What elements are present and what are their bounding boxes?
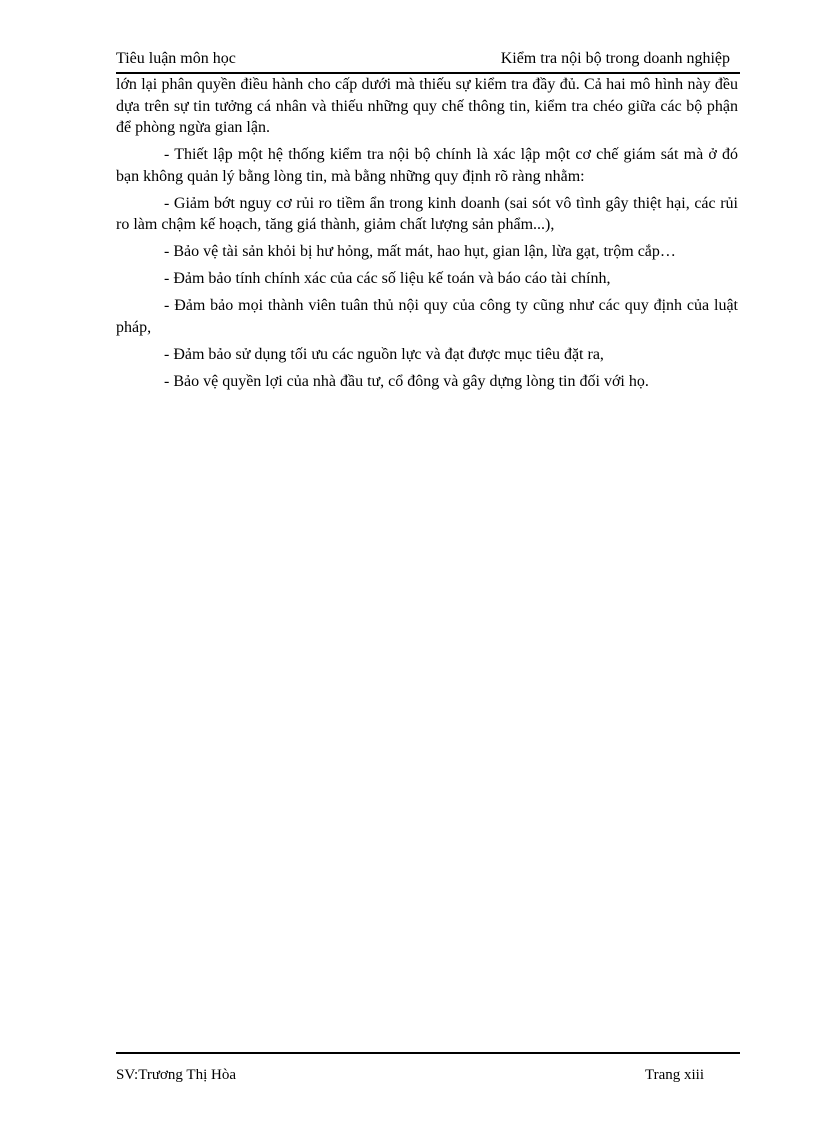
bullet-item: - Đảm bảo tính chính xác của các số liệu kế toán và báo cáo tài chính, <box>164 270 611 287</box>
page-footer <box>116 1052 740 1084</box>
paragraph-intro: - Thiết lập một hệ thống kiểm tra nội bộ chính là xác lập một cơ chế giám sát mà ở đó bạn không quản lý bằng lòng tin, mà bằng những quy định rõ ràng nhằm: <box>116 146 738 185</box>
paragraph-continuation: lớn lại phân quyền điều hành cho cấp dưới mà thiếu sự kiểm tra đầy đủ. Cả hai mô hình này đều dựa trên sự tin tưởng cá nhân và thiếu những quy chế thông tin, kiểm tra chéo giữa các bộ phận để phòng ngừa gian lận. <box>116 76 738 136</box>
header-document-title: Kiểm tra nội bộ trong doanh nghiệp <box>500 50 730 67</box>
bullet-item: - Bảo vệ quyền lợi của nhà đầu tư, cổ đông và gây dựng lòng tin đối với họ. <box>164 372 649 390</box>
bullet-item: - Đảm bảo mọi thành viên tuân thủ nội quy của công ty cũng như các quy định của luật pháp, <box>116 297 738 336</box>
footer-page-number: Trang xiii <box>644 1067 704 1083</box>
bullet-item: - Giảm bớt nguy cơ rủi ro tiềm ẩn trong kinh doanh (sai sót vô tình gây thiệt hại, các rủi ro làm chậm kế hoạch, tăng giá thành, giảm chất lượng sản phẩm...), <box>116 194 738 233</box>
page-body <box>116 74 738 398</box>
footer-student-name: SV:Trương Thị Hòa <box>116 1067 236 1083</box>
page-header <box>116 48 740 74</box>
header-course-title: Tiêu luận môn học <box>116 50 236 67</box>
bullet-item: - Đảm bảo sử dụng tối ưu các nguồn lực và đạt được mục tiêu đặt ra, <box>164 345 604 363</box>
bullet-item: - Bảo vệ tài sản khỏi bị hư hỏng, mất mát, hao hụt, gian lận, lừa gạt, trộm cắp… <box>164 243 676 260</box>
